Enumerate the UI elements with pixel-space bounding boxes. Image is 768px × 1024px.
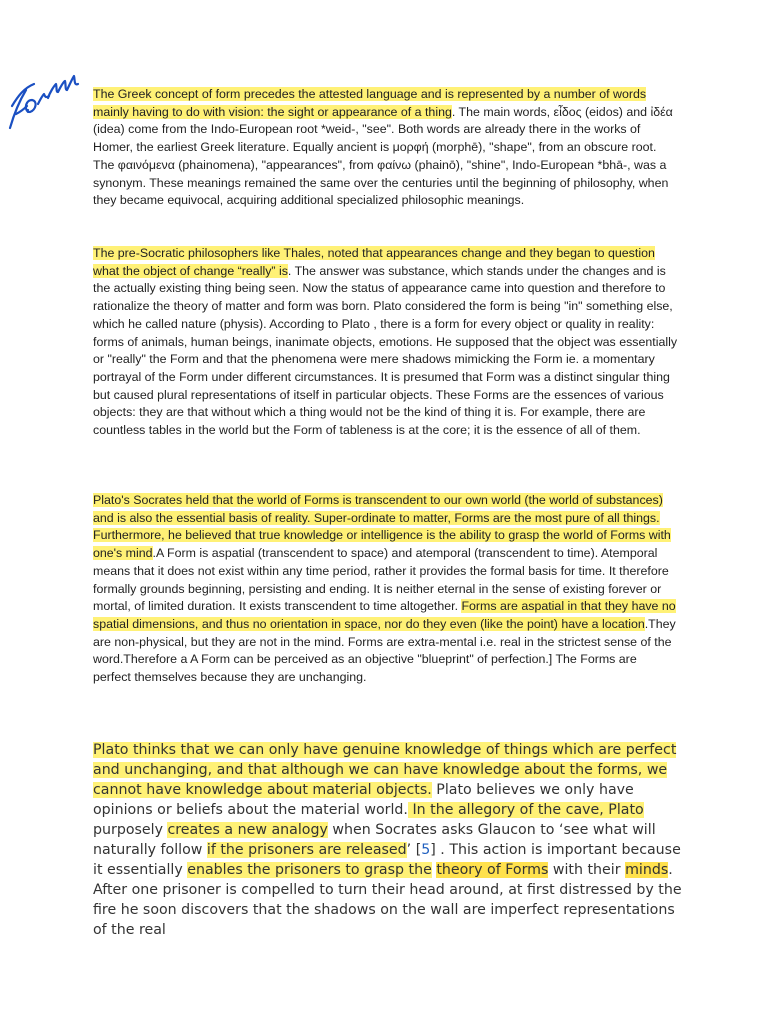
highlighted-text: theory of Forms (436, 862, 549, 878)
highlighted-text: Plato thinks that we can only have genuine knowledge of things which are perfect and unchanging, and that although we can have knowledge about the forms, we cannot have knowledge about material objects. (93, 742, 677, 798)
body-text: Plato believes we only have opinions or beliefs about the material world. (93, 782, 634, 818)
highlighted-text: In the allegory of the cave, Plato (407, 802, 644, 818)
body-text: ’ [ (406, 842, 422, 858)
handwritten-form-annotation (2, 62, 86, 136)
handwritten-form-strokes (10, 76, 78, 128)
paragraph-plato-knowledge (93, 740, 683, 940)
paragraph-pre-socratic (93, 245, 678, 440)
paragraph-platos-socrates (93, 492, 678, 687)
highlighted-text: minds (625, 862, 669, 878)
body-text: ] . This action is important because it essentially (93, 842, 681, 878)
highlighted-text: creates a new analogy (167, 822, 328, 838)
body-text: when Socrates asks Glaucon to ‘see what will naturally follow (93, 822, 656, 858)
body-text: . After one prisoner is compelled to turn their head around, at first distressed by the fire he soon discovers that the shadows on the wall are imperfect representations of the real (93, 862, 682, 938)
body-text: . The answer was substance, which stands under the changes and is the actually existing thing being seen. Now the status of appearance came into question and therefore to rationalize the theory of matter and form was born. Plato considered the form is being "in" something else, which he called nature (physis). According to Plato , there is a form for every object or quality in reality: forms of animals, human beings, inanimate objects, emotions. He supposed that the object was essentially or "really" the Form and that the phenomena were mere shadows mimicking the Form ie. a momentary portrayal of the Form under different circumstances. It is presumed that Form was a distinct singular thing but caused plural representations of itself in particular objects. These Forms are the essences of various objects: they are that without which a thing would not be the kind of thing it is. For example, there are countless tables in the world but the Form of tableness is at the core; it is the essence of all of them. (93, 263, 678, 438)
reference-link[interactable]: 5 (421, 842, 431, 858)
body-text: .They are non-physical, but they are not in the mind. Forms are extra-mental i.e. real in the strictest sense of the word.Therefore a A Form can be perceived as an objective "blueprint" of perfection.] The Forms are perfect themselves because they are unchanging. (93, 616, 676, 685)
body-text: .A Form is aspatial (transcendent to space) and atemporal (transcendent to time). Atemporal means that it does not exist within any time period, rather it provides the formal basis for time. It therefore formally grounds beginning, persisting and ending. It is neither eternal in the sense of existing forever or mortal, of limited duration. It exists transcendent to time altogether. (93, 546, 669, 614)
paragraph-greek-concept (93, 86, 678, 210)
highlighted-text: Plato's Socrates held that the world of Forms is transcendent to our own world (the world of substances) and is also the essential basis of reality. Super-ordinate to matter, Forms are the most pure of all things. Furthermore, he believed that true knowledge or intelligence is the ability to grasp the world of Forms with one's mind (93, 493, 671, 561)
body-text: purposely (93, 822, 168, 838)
highlighted-text: enables the prisoners to grasp the (187, 862, 432, 878)
highlighted-text: if the prisoners are released (206, 842, 407, 858)
body-text: with their (548, 862, 626, 878)
highlighted-text: The pre-Socratic philosophers like Thales, noted that appearances change and they began to question what the object of change “really” is (93, 246, 655, 278)
body-text: . The main words, εἶδος (eidos) and ἰδέα (idea) come from the Indo-European root *weid-, "see". Both words are already there in the works of Homer, the earliest Greek literature. Equally ancient is μορφή (morphē), "shape", from an obscure root. The φαινόμενα (phainomena), "appearances", from φαίνω (phainō), "shine", Indo-European *bhā-, was a synonym. These meanings remained the same over the centuries until the beginning of philosophy, when they became equivocal, acquiring additional specialized philosophic meanings. (93, 104, 673, 208)
highlighted-text: The Greek concept of form precedes the attested language and is represented by a number of words mainly having to do with vision: the sight or appearance of a thing (93, 87, 647, 119)
highlighted-text: Forms are aspatial in that they have no spatial dimensions, and thus no orientation in space, nor do they even (like the point) have a location (93, 599, 676, 631)
